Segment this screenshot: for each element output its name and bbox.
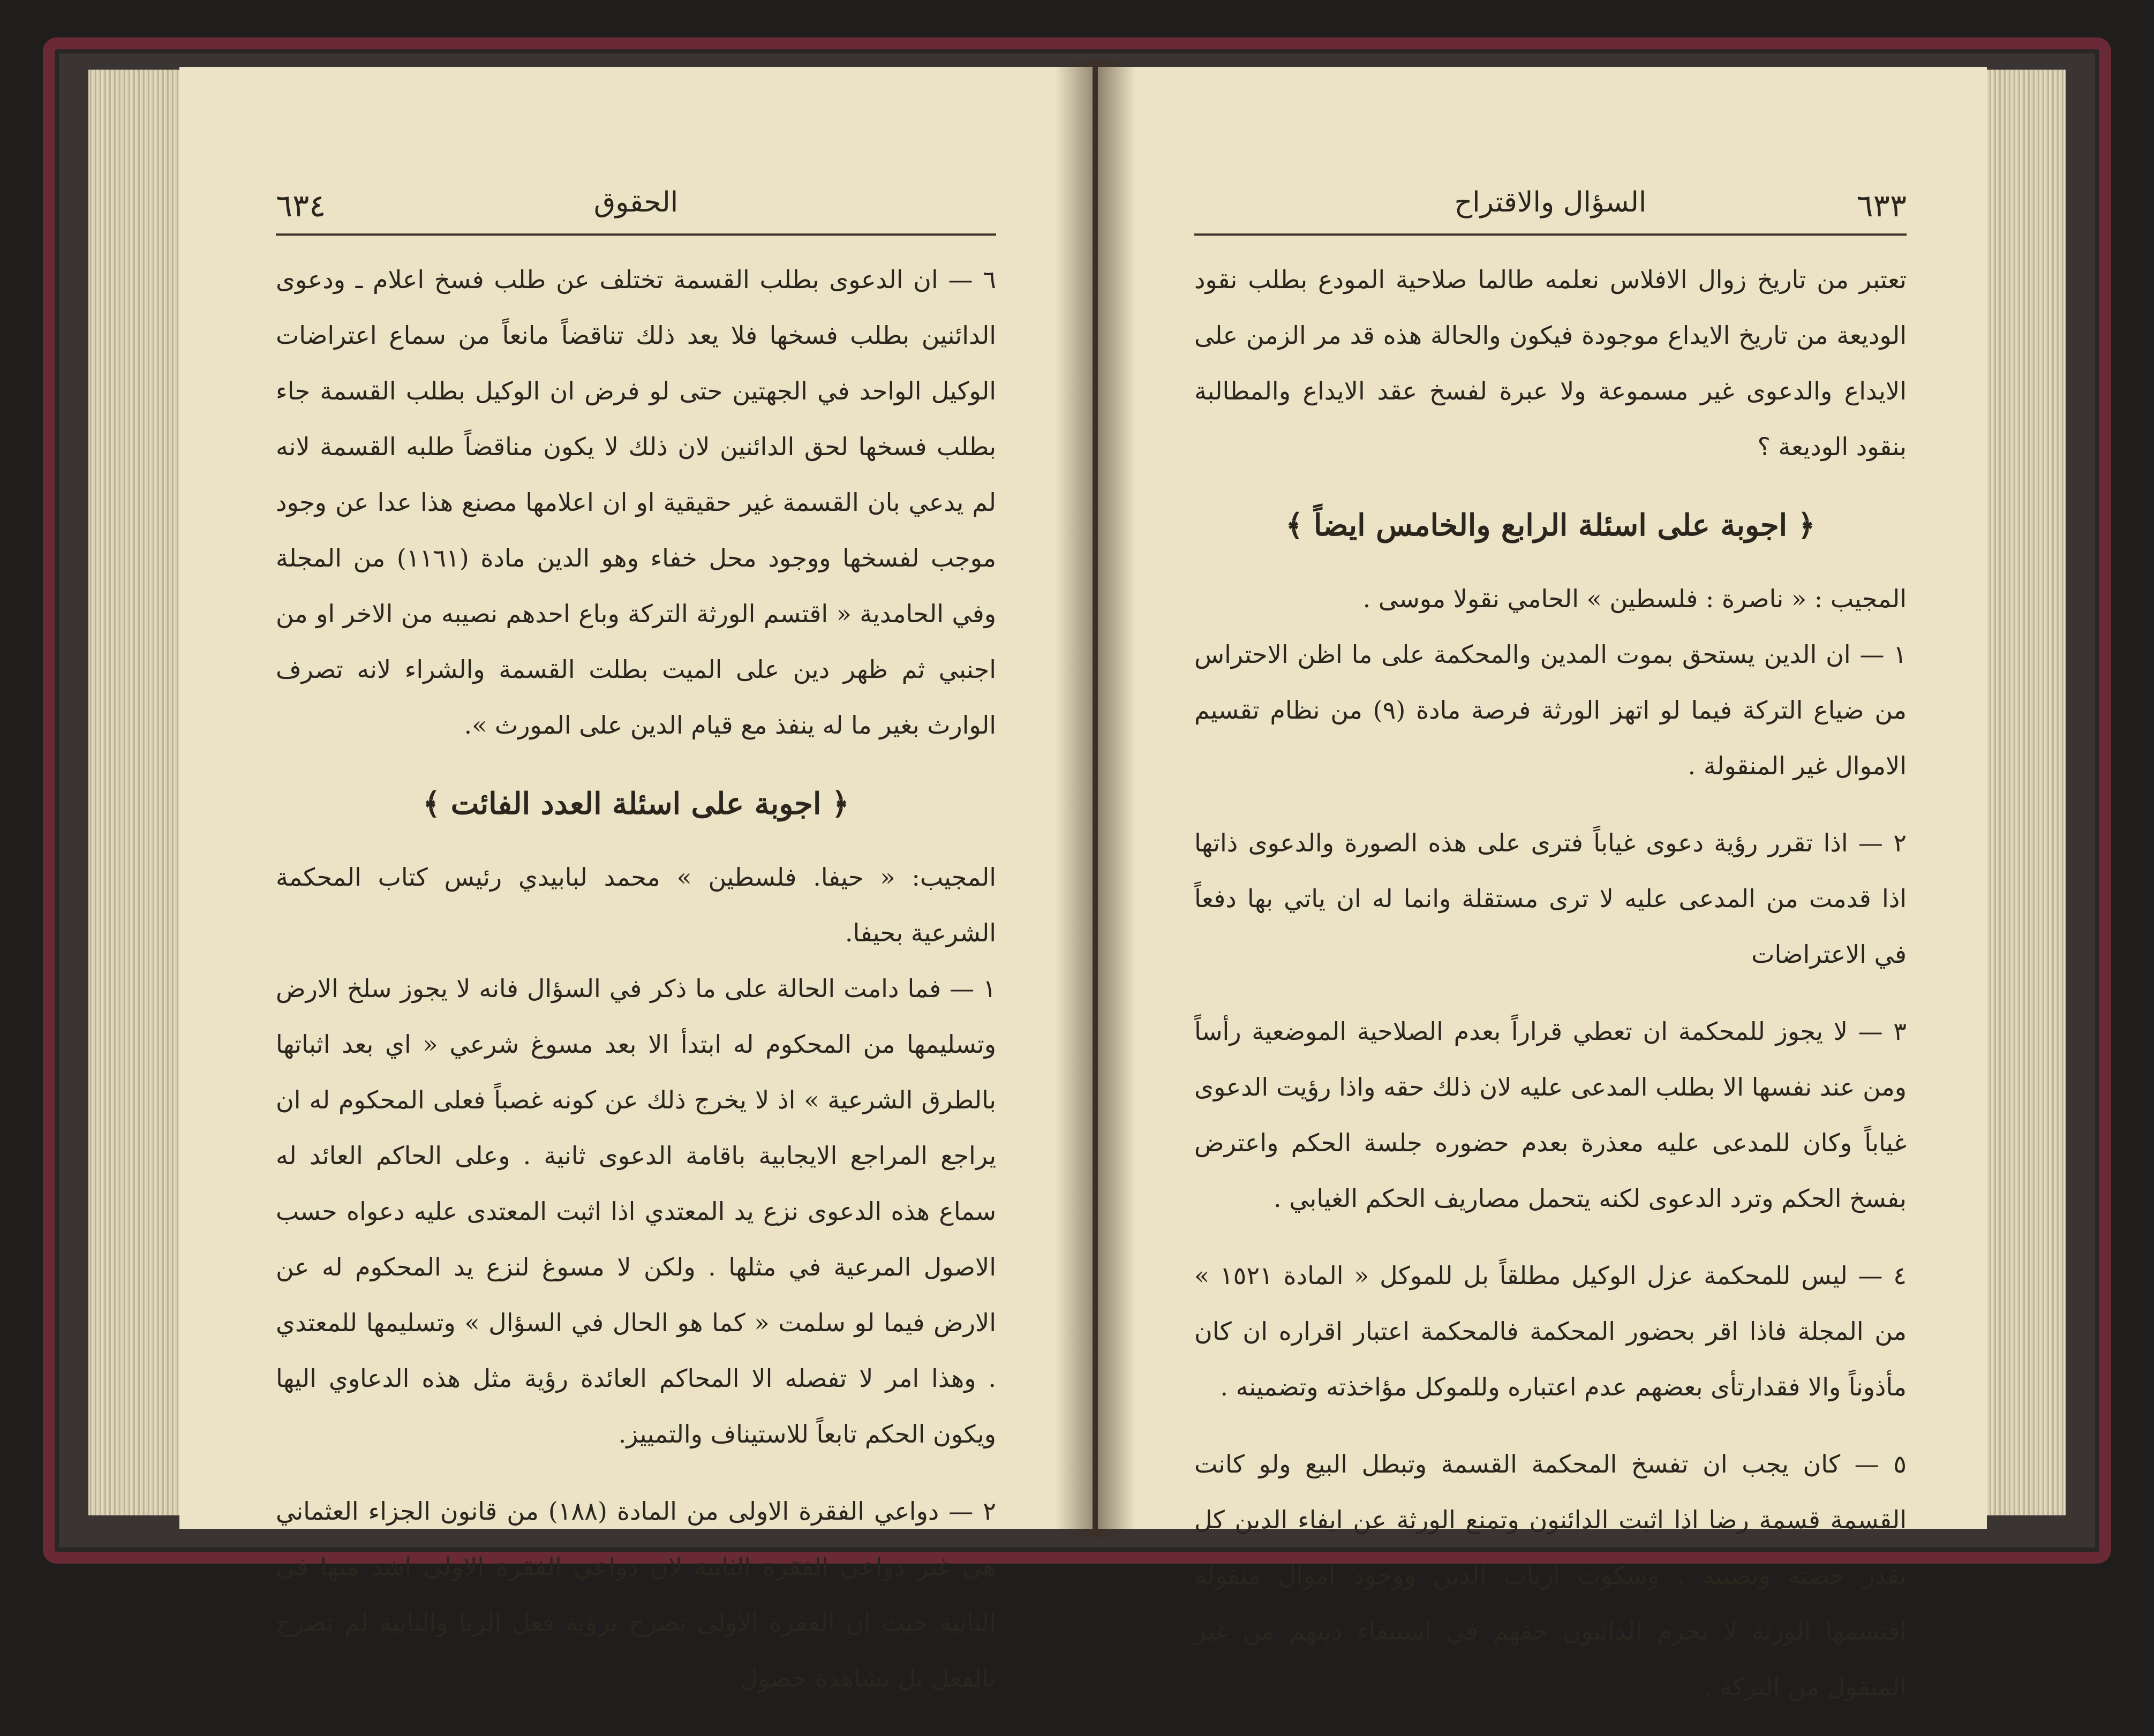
paragraph: ٢ — اذا تقرر رؤية دعوى غياباً فترى على هذه الصورة والدعوى ذاتها اذا قدمت من المدعى عليه لا ترى مستقلة وانما له ان ياتي بها دفعاً في الاعتراضات (1194, 828, 1907, 969)
right-page-body (1194, 252, 1907, 1736)
running-title-right: السؤال والاقتراح (1454, 186, 1647, 218)
respondent-line: المجيب: « حيفا. فلسطين » محمد لبابيدي رئيس كتاب المحكمة الشرعية بحيفا. (276, 863, 996, 947)
paragraph: ١ — فما دامت الحالة على ما ذكر في السؤال فانه لا يجوز سلخ الارض وتسليمها من المحكوم له ابتدأ الا بعد مسوغ شرعي « اي بعد اثباتها بالطرق الشرعية » اذ لا يخرج ذلك عن كونه غصباً فعلى المحكوم له ان يراجع المراجع الايجابية باقامة الدعوى ثانية . وعلى الحاكم العائد له سماع هذه الدعوى نزع يد المعتدي اذا اثبت المعتدى عليه دعواه حسب الاصول المرعية في مثلها . ولكن لا مسوغ لنزع يد المحكوم له عن الارض فيما لو سلمت « كما هو الحال في السؤال » وتسليمها للمعتدي . وهذا امر لا تفصله الا المحاكم العائدة رؤية مثل هذه الدعاوي اليها ويكون الحكم تابعاً للاستيناف والتمييز. (276, 974, 996, 1448)
header-rule-left (276, 233, 996, 236)
book-gutter-shadow (1055, 59, 1135, 1537)
paragraph: ٦ — ان الدعوى بطلب القسمة تختلف عن طلب فسخ اعلام ـ ودعوى الدائنين بطلب فسخها فلا يعد ذلك تناقضاً مانعاً من سماع اعتراضات الوكيل الواحد في الجهتين حتى لو فرض ان الوكيل بطلب القسمة جاء بطلب فسخها لحق الدائنين لان ذلك لا يكون مناقضاً طلبه القسمة لانه لم يدعي بان القسمة غير حقيقية او ان اعلامها مصنع هذا عدا عن وجود موجب لفسخها ووجود محل خفاء وهو الدين مادة (١١٦١) من المجلة وفي الحامدية « اقتسم الورثة التركة وباع احدهم نصيبه من الاخر او من اجنبي ثم ظهر دين على الميت بطلت القسمة والشراء لانه تصرف الوارث بغير ما له ينفذ مع قيام الدين على المورث ». (276, 265, 996, 739)
left-page-body (276, 252, 996, 1727)
section-heading: ﴿ اجوبة على اسئلة العدد الفائت ﴾ (423, 786, 849, 821)
section-heading: ﴿ اجوبة على اسئلة الرابع والخامس ايضاً ﴾ (1285, 508, 1816, 543)
paragraph: ٣ — لا يجوز للمحكمة ان تعطي قراراً بعدم الصلاحية الموضعية رأساً ومن عند نفسها الا بطلب المدعى عليه لان ذلك حقه واذا رؤيت الدعوى غياباً وكان للمدعى عليه معذرة بعدم حضوره جلسة الحكم واعترض بفسخ الحكم وترد الدعوى لكنه يتحمل مصاريف الحكم الغيابي . (1194, 1017, 1907, 1213)
page-edges-left (88, 70, 190, 1515)
paragraph: ٥ — كان يجب ان تفسخ المحكمة القسمة وتبطل البيع ولو كانت القسمة قسمة رضا اذا اثبت الدائنون وتمنع الورثة عن ايفاء الدين كل بقدر حصته ونصيبه . وسكوت ارباب الدين ووجود اموال منقولة اقتسمها الورثة لا يحرم الدائنون حقهم في استيفاء دينهم من غير المنقول من التركة . (1194, 1450, 1907, 1701)
page-number-right: ٦٣٣ (1856, 187, 1907, 224)
paragraph: ٢ — دواعي الفقرة الاولى من المادة (١٨٨) من قانون الجزاء العثماني هي غير دواعي الفقرة الثانية لان دواعي الفقرة الاولى اشد منها في الثانية حيث ان الفقرة الاولى تصرح برؤية فعل الزنا والثانية لم تصرح بالفعل بل بشاهدة حصول (276, 1497, 996, 1693)
page-number-left: ٦٣٤ (276, 187, 326, 224)
right-page (1098, 67, 1987, 1701)
header-rule-right (1194, 233, 1907, 236)
left-page (179, 67, 1093, 1693)
respondent-line: المجيب : « ناصرة : فلسطين » الحامي نقولا موسى . (1362, 584, 1907, 613)
left-page-header (276, 177, 996, 236)
paragraph: تعتبر من تاريخ زوال الافلاس نعلمه طالما صلاحية المودع بطلب نقود الوديعة من تاريخ الايداع موجودة فيكون والحالة هذه قد مر الزمن على الايداع والدعوى غير مسموعة ولا عبرة لفسخ عقد الايداع والمطالبة بنقود الوديعة ؟ (1194, 265, 1907, 461)
paragraph: ١ — ان الدين يستحق بموت المدين والمحكمة على ما اظن الاحتراس من ضياع التركة فيما لو اتهز الورثة فرصة مادة (٩) من نظام تقسيم الاموال غير المنقولة . (1194, 640, 1907, 780)
running-title-left: الحقوق (593, 186, 679, 218)
right-page-header (1194, 177, 1907, 236)
paragraph: ٤ — ليس للمحكمة عزل الوكيل مطلقاً بل للموكل « المادة ١٥٢١ » من المجلة فاذا اقر بحضور المحكمة فالمحكمة اعتبار اقراره ان كان مأذوناً والا فقدارتأى بعضهم عدم اعتباره وللموكل مؤاخذته وتضمينه . (1194, 1261, 1907, 1401)
